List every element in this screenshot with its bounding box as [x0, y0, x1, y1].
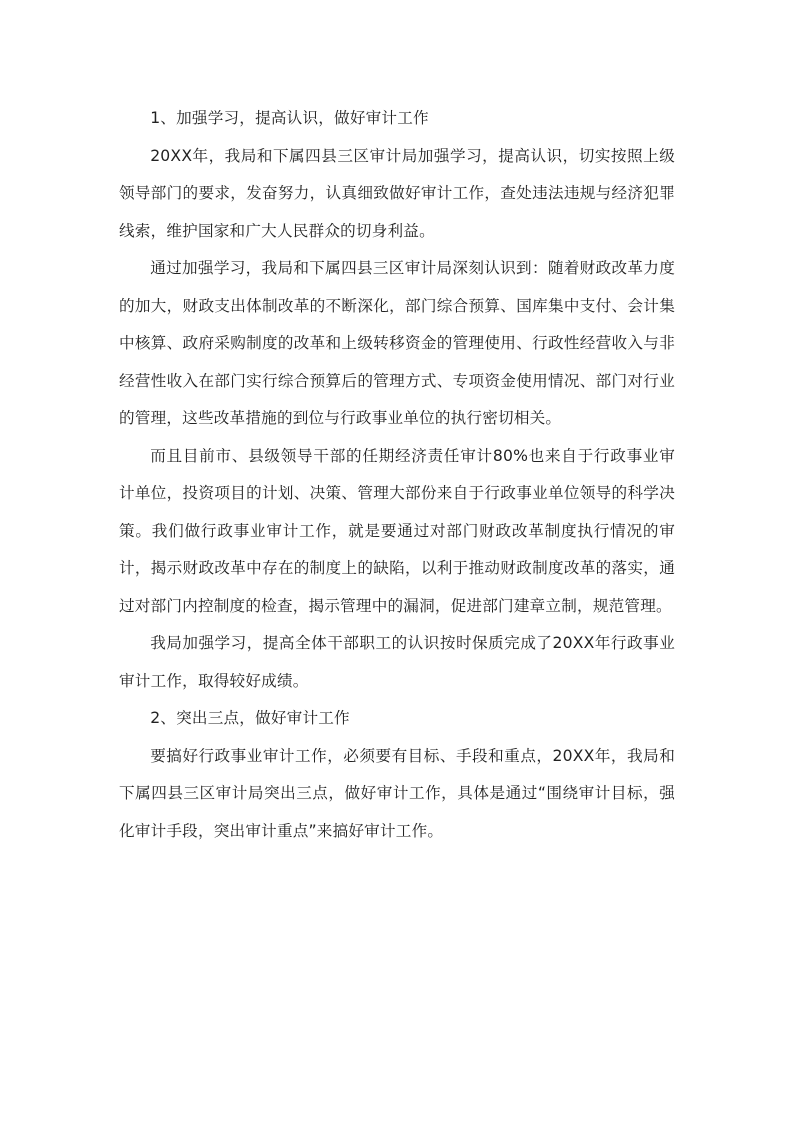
paragraph-1: 20XX年，我局和下属四县三区审计局加强学习，提高认识，切实按照上级领导部门的要求，发奋努力，认真细致做好审计工作，查处违法违规与经济犯罪线索，维护国家和广大人民群众的切身利益。 — [119, 146, 675, 240]
document-body — [119, 100, 675, 850]
paragraph-5: 要搞好行政事业审计工作，必须要有目标、手段和重点，20XX年，我局和下属四县三区审计局突出三点，做好审计工作，具体是通过“围绕审计目标，强化审计手段，突出审计重点”来搞好审计工作。 — [119, 746, 675, 840]
paragraph-2: 通过加强学习，我局和下属四县三区审计局深刻认识到：随着财政改革力度的加大，财政支出体制改革的不断深化，部门综合预算、国库集中支付、会计集中核算、政府采购制度的改革和上级转移资金的管理使用、行政性经营收入与非经营性收入在部门实行综合预算后的管理方式、专项资金使用情况、部门对行业的管理，这些改革措施的到位与行政事业单位的执行密切相关。 — [119, 259, 675, 427]
paragraph-4: 我局加强学习，提高全体干部职工的认识按时保质完成了20XX年行政事业审计工作，取得较好成绩。 — [119, 634, 675, 690]
section-heading-1: 1、加强学习，提高认识，做好审计工作 — [150, 109, 429, 127]
section-heading-2: 2、突出三点，做好审计工作 — [150, 709, 350, 727]
paragraph-3: 而且目前市、县级领导干部的任期经济责任审计80%也来自于行政事业审计单位，投资项目的计划、决策、管理大部份来自于行政事业单位领导的科学决策。我们做行政事业审计工作，就是要通过对部门财政改革制度执行情况的审计，揭示财政改革中存在的制度上的缺陷，以利于推动财政制度改革的落实，通过对部门内控制度的检查，揭示管理中的漏洞，促进部门建章立制，规范管理。 — [119, 446, 675, 615]
